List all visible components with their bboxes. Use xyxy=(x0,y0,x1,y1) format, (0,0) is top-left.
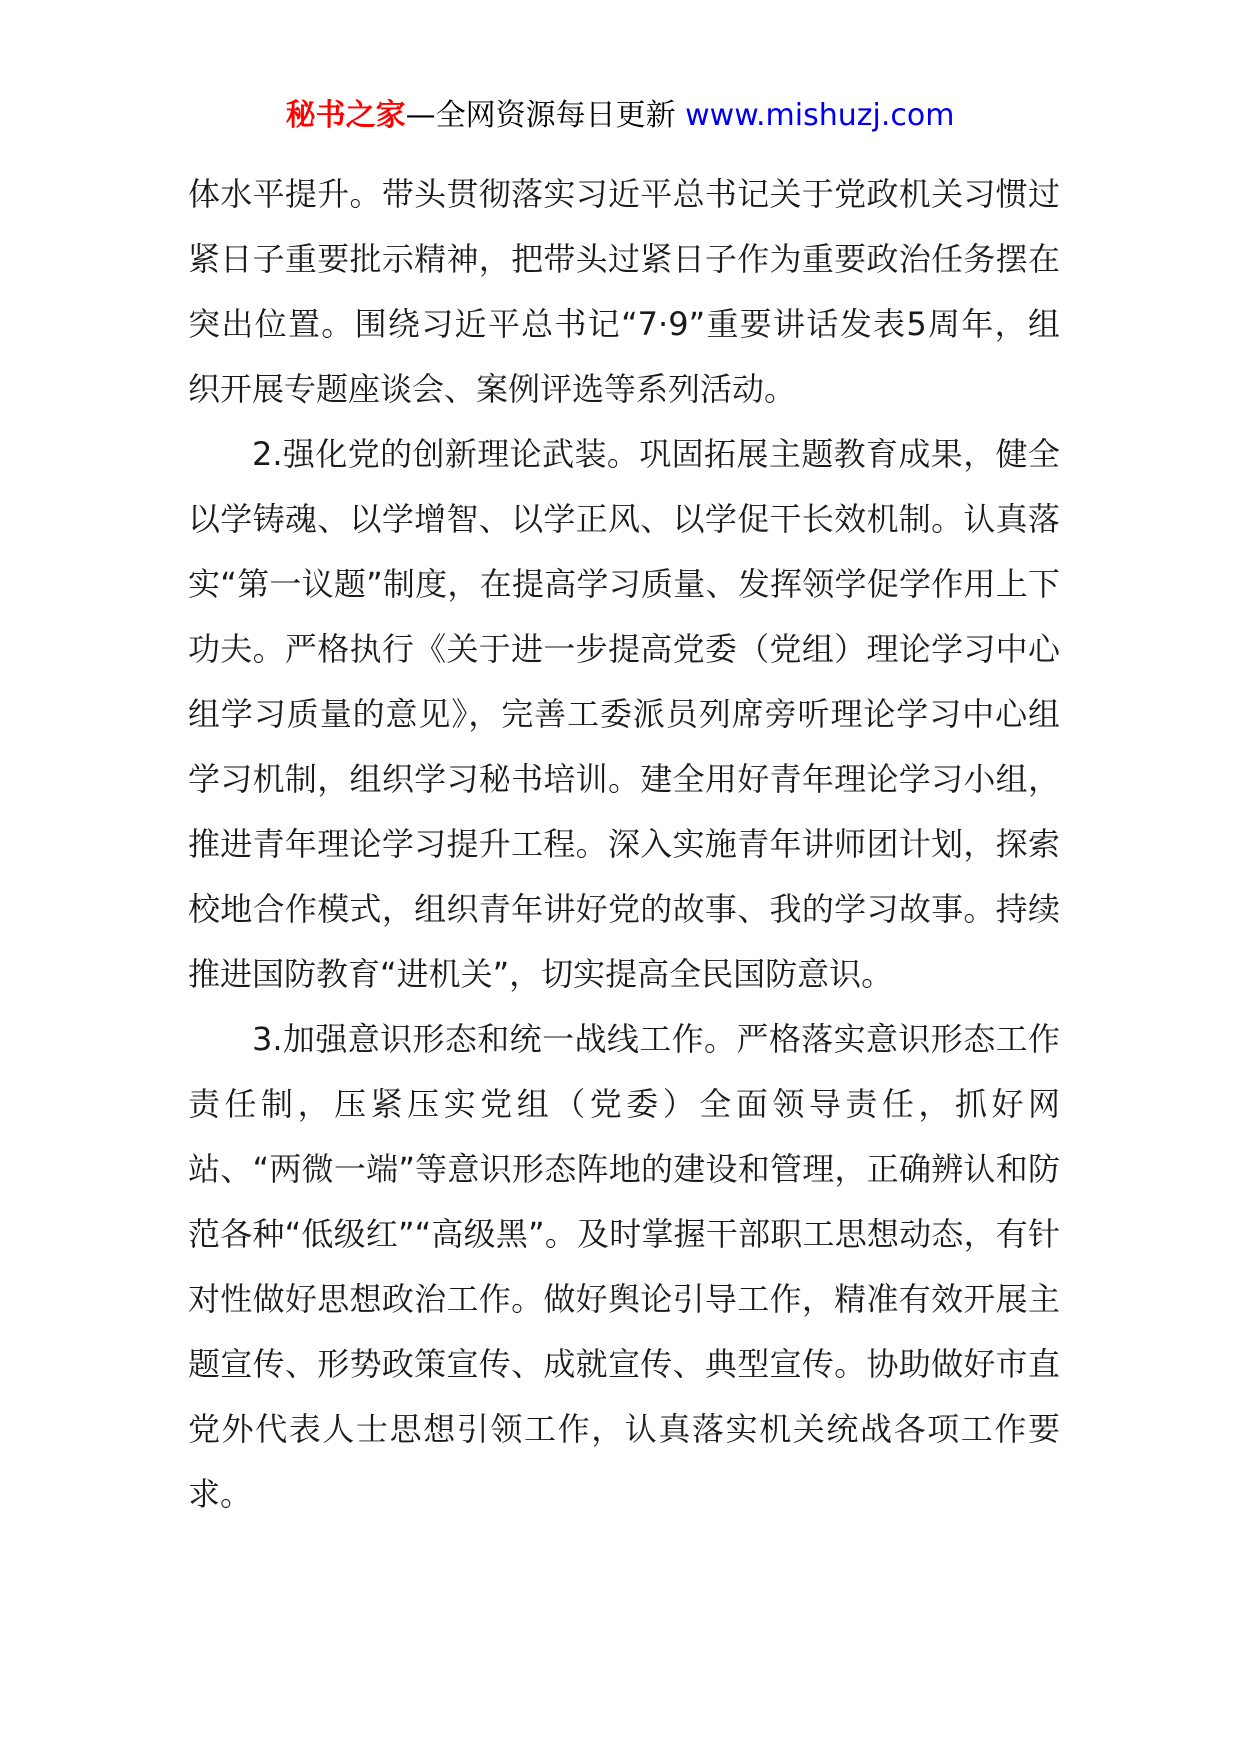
watermark-header xyxy=(0,96,1240,136)
paragraph-section-2: 2.强化党的创新理论武装。巩固拓展主题教育成果，健全以学铸魂、以学增智、以学正风、以学促干长效机制。认真落实“第一议题”制度，在提高学习质量、发挥领学促学作用上下功夫。严格执行《关于进一步提高党委（党组）理论学习中心组学习质量的意见》，完善工委派员列席旁听理论学习中心组学习机制，组织学习秘书培训。建全用好青年理论学习小组，推进青年理论学习提升工程。深入实施青年讲师团计划，探索校地合作模式，组织青年讲好党的故事、我的学习故事。持续推进国防教育“进机关”，切实提高全民国防意识。 xyxy=(188,435,1060,993)
paragraph-continuation: 体水平提升。带头贯彻落实习近平总书记关于党政机关习惯过紧日子重要批示精神，把带头过紧日子作为重要政治任务摆在突出位置。围绕习近平总书记“7·9”重要讲话发表5周年，组织开展专题座谈会、案例评选等系列活动。 xyxy=(188,175,1060,408)
header-tagline: —全网资源每日更新 xyxy=(405,98,676,133)
document-body xyxy=(188,162,1060,1527)
site-url[interactable]: www.mishuzj.com xyxy=(685,98,955,133)
paragraph-section-3: 3.加强意识形态和统一战线工作。严格落实意识形态工作责任制，压紧压实党组（党委）全面领导责任，抓好网站、“两微一端”等意识形态阵地的建设和管理，正确辨认和防范各种“低级红”“高级黑”。及时掌握干部职工思想动态，有针对性做好思想政治工作。做好舆论引导工作，精准有效开展主题宣传、形势政策宣传、成就宣传、典型宣传。协助做好市直党外代表人士思想引领工作，认真落实机关统战各项工作要求。 xyxy=(188,1020,1060,1513)
brand-name: 秘书之家 xyxy=(285,98,406,133)
